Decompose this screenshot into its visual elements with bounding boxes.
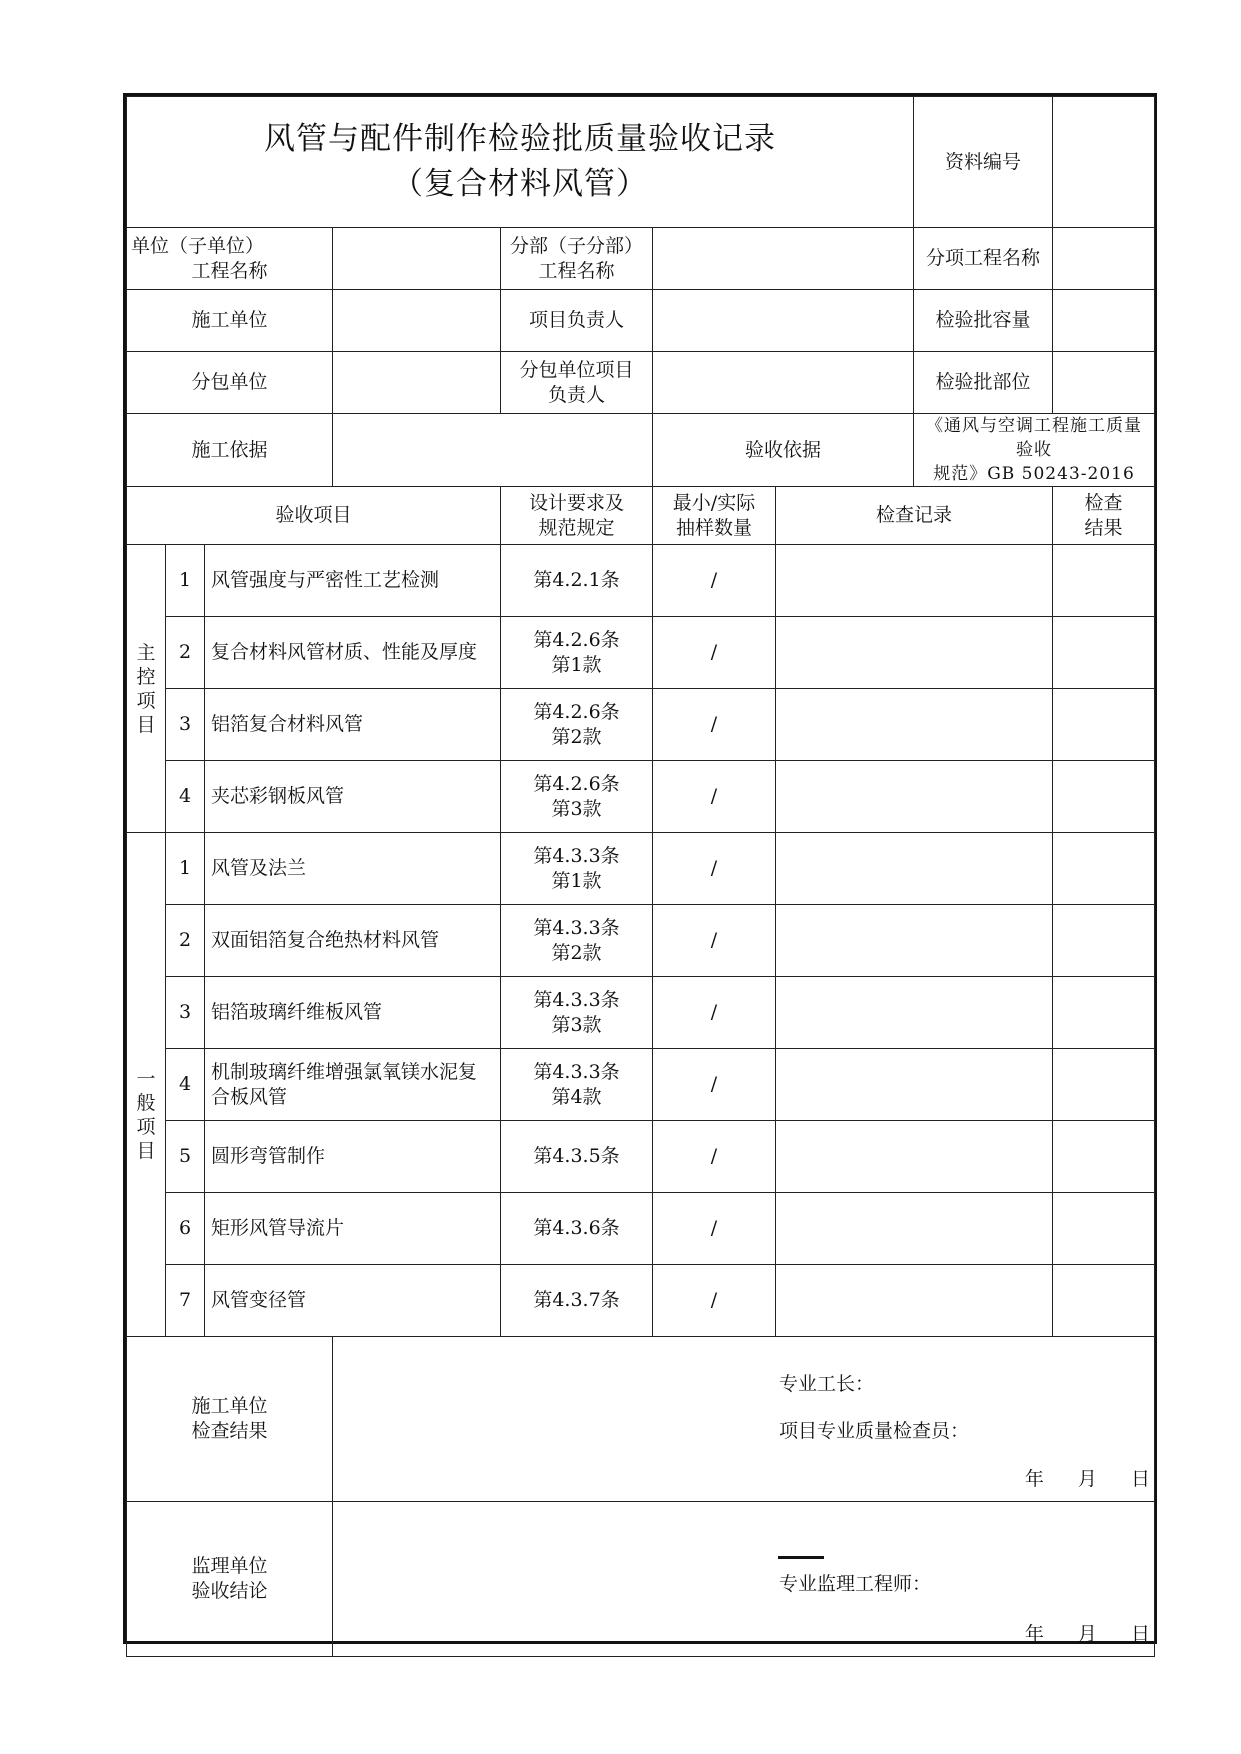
clause-line1: 第4.2.1条: [533, 569, 620, 591]
clause-line1: 第4.3.3条: [533, 1060, 620, 1083]
clause-line2: 第2款: [551, 725, 602, 748]
sample-count: /: [653, 1193, 776, 1265]
inspection-record-form: [123, 93, 1157, 1644]
batch-location-field[interactable]: [1053, 352, 1155, 414]
col-header-result-line2: 结果: [1084, 516, 1123, 539]
subcontractor-field[interactable]: [333, 352, 501, 414]
construction-check-label-line2: 检查结果: [191, 1420, 268, 1442]
item-name: [205, 1049, 501, 1121]
col-header-record: 检查记录: [776, 487, 1053, 545]
clause: [501, 545, 653, 617]
clause-line2: 第3款: [551, 1013, 602, 1036]
acceptance-basis-line2: 规范》GB 50243-2016: [933, 464, 1135, 484]
doc-no-field[interactable]: [1053, 97, 1155, 228]
col-header-design-line2: 规范规定: [538, 516, 615, 539]
row-number: 7: [166, 1265, 205, 1337]
subitem-field[interactable]: [1053, 228, 1155, 290]
inspector-label: 项目专业质量检查员：: [779, 1420, 970, 1442]
item-name: 双面铝箔复合绝热材料风管: [205, 905, 501, 977]
month-label: 月: [1077, 1468, 1097, 1490]
item-name: 风管及法兰: [205, 833, 501, 905]
record-cell[interactable]: [776, 617, 1053, 689]
sample-count: /: [653, 1121, 776, 1193]
table-row: [127, 905, 1155, 977]
record-cell[interactable]: [776, 977, 1053, 1049]
table-row: [127, 545, 1155, 617]
clause: [501, 1049, 653, 1121]
col-header-design: [501, 487, 653, 545]
item-name: 圆形弯管制作: [205, 1121, 501, 1193]
record-cell[interactable]: [776, 545, 1053, 617]
signature-mark: [778, 1556, 824, 1559]
row-number: 1: [166, 545, 205, 617]
row-number: 3: [166, 977, 205, 1049]
month-label: 月: [1077, 1623, 1097, 1645]
record-cell[interactable]: [776, 1121, 1053, 1193]
record-cell[interactable]: [776, 905, 1053, 977]
row-number: 2: [166, 617, 205, 689]
result-cell[interactable]: [1053, 1121, 1155, 1193]
form-table: [126, 96, 1155, 1657]
basis-label: 施工依据: [127, 414, 333, 487]
clause: [501, 833, 653, 905]
unit-project-field[interactable]: [333, 228, 501, 290]
result-cell[interactable]: [1053, 905, 1155, 977]
table-row: [127, 761, 1155, 833]
construction-check-label: [127, 1337, 333, 1502]
col-header-item: 验收项目: [127, 487, 501, 545]
project-manager-field[interactable]: [653, 290, 914, 352]
clause-line2: 第4款: [551, 1085, 602, 1108]
basis-field[interactable]: [333, 414, 653, 487]
year-label: 年: [1024, 1623, 1044, 1645]
sub-manager-label: [501, 352, 653, 414]
clause-line2: 第1款: [551, 653, 602, 676]
clause: [501, 1265, 653, 1337]
title-line-1: 风管与配件制作检验批质量验收记录: [264, 121, 776, 157]
table-row: [127, 833, 1155, 905]
sample-count: /: [653, 545, 776, 617]
table-row: [127, 689, 1155, 761]
clause-line2: 第2款: [551, 941, 602, 964]
row-number: 2: [166, 905, 205, 977]
result-cell[interactable]: [1053, 545, 1155, 617]
record-cell[interactable]: [776, 1193, 1053, 1265]
result-cell[interactable]: [1053, 1049, 1155, 1121]
foreman-label: 专业工长：: [779, 1373, 875, 1395]
day-label: 日: [1130, 1468, 1150, 1490]
supervision-date: [997, 1622, 1150, 1647]
category-char: 般: [136, 1091, 156, 1114]
supervision-label: [127, 1502, 333, 1657]
result-cell[interactable]: [1053, 977, 1155, 1049]
category-char: 目: [136, 1139, 156, 1162]
form-title: [127, 97, 914, 228]
clause: [501, 1121, 653, 1193]
sample-count: /: [653, 1265, 776, 1337]
title-line-2: （复合材料风管）: [392, 166, 648, 202]
row-number: 4: [166, 761, 205, 833]
record-cell[interactable]: [776, 761, 1053, 833]
clause-line1: 第4.2.6条: [533, 772, 620, 795]
table-row: [127, 977, 1155, 1049]
table-row: [127, 1121, 1155, 1193]
table-row: [127, 1193, 1155, 1265]
clause: [501, 689, 653, 761]
result-cell[interactable]: [1053, 833, 1155, 905]
clause-line1: 第4.3.3条: [533, 988, 620, 1011]
item-name: 复合材料风管材质、性能及厚度: [205, 617, 501, 689]
unit-project-label-line1: 单位（子单位）: [131, 234, 265, 257]
subitem-label: 分项工程名称: [914, 228, 1053, 290]
general-category: [127, 833, 166, 1337]
unit-project-label: [127, 228, 333, 290]
sub-manager-field[interactable]: [653, 352, 914, 414]
doc-no-label: 资料编号: [914, 97, 1053, 228]
sample-count: /: [653, 833, 776, 905]
result-cell[interactable]: [1053, 1265, 1155, 1337]
clause: [501, 761, 653, 833]
sub-manager-label-line1: 分包单位项目: [519, 358, 634, 381]
sub-manager-label-line2: 负责人: [547, 383, 605, 406]
sample-count: /: [653, 905, 776, 977]
col-header-sample-line2: 抽样数量: [675, 516, 752, 539]
col-header-sample: [653, 487, 776, 545]
row-number: 4: [166, 1049, 205, 1121]
acceptance-basis-label: 验收依据: [653, 414, 914, 487]
table-row: [127, 1265, 1155, 1337]
row-number: 5: [166, 1121, 205, 1193]
construction-check-label-line1: 施工单位: [191, 1395, 268, 1417]
subcontractor-label: 分包单位: [127, 352, 333, 414]
table-row: [127, 1049, 1155, 1121]
col-header-result-line1: 检查: [1084, 491, 1123, 514]
item-name-line1: 机制玻璃纤维增强氯氧镁水泥复: [211, 1060, 478, 1083]
record-cell[interactable]: [776, 689, 1053, 761]
category-char: 项: [136, 1115, 156, 1138]
item-name: 铝箔复合材料风管: [205, 689, 501, 761]
record-cell[interactable]: [776, 833, 1053, 905]
sample-count: /: [653, 689, 776, 761]
clause: [501, 977, 653, 1049]
clause-line1: 第4.3.5条: [533, 1145, 620, 1167]
acceptance-basis-value: [914, 414, 1155, 487]
item-name: 夹芯彩钢板风管: [205, 761, 501, 833]
unit-project-label-line2: 工程名称: [191, 259, 268, 282]
year-label: 年: [1024, 1468, 1044, 1490]
result-cell[interactable]: [1053, 761, 1155, 833]
construction-date: [997, 1467, 1150, 1492]
sample-count: /: [653, 977, 776, 1049]
result-cell[interactable]: [1053, 617, 1155, 689]
division-label-line1: 分部（子分部）: [509, 234, 643, 257]
category-char: 一: [136, 1067, 156, 1090]
record-cell[interactable]: [776, 1265, 1053, 1337]
table-row: [127, 617, 1155, 689]
item-name: 铝箔玻璃纤维板风管: [205, 977, 501, 1049]
row-number: 6: [166, 1193, 205, 1265]
sample-count: /: [653, 1049, 776, 1121]
col-header-sample-line1: 最小/实际: [672, 491, 756, 514]
construction-check-area[interactable]: [333, 1337, 1155, 1502]
division-field[interactable]: [653, 228, 914, 290]
clause-line1: 第4.2.6条: [533, 628, 620, 651]
result-cell[interactable]: [1053, 689, 1155, 761]
sample-count: /: [653, 617, 776, 689]
category-char: 主: [136, 641, 156, 664]
item-name: 风管变径管: [205, 1265, 501, 1337]
engineer-label: 专业监理工程师：: [779, 1573, 932, 1595]
clause-line1: 第4.3.3条: [533, 916, 620, 939]
category-char: 控: [136, 665, 156, 688]
clause-line2: 第3款: [551, 797, 602, 820]
construction-unit-label: 施工单位: [127, 290, 333, 352]
project-manager-label: 项目负责人: [501, 290, 653, 352]
item-name: 风管强度与严密性工艺检测: [205, 545, 501, 617]
supervision-label-line1: 监理单位: [191, 1555, 268, 1577]
col-header-design-line1: 设计要求及: [528, 491, 624, 514]
clause-line2: 第1款: [551, 869, 602, 892]
batch-capacity-field[interactable]: [1053, 290, 1155, 352]
clause-line1: 第4.2.6条: [533, 700, 620, 723]
clause: [501, 617, 653, 689]
result-cell[interactable]: [1053, 1193, 1155, 1265]
category-char: 目: [136, 713, 156, 736]
division-label: [501, 228, 653, 290]
clause-line1: 第4.3.3条: [533, 844, 620, 867]
clause-line1: 第4.3.7条: [533, 1289, 620, 1311]
clause-line1: 第4.3.6条: [533, 1217, 620, 1239]
division-label-line2: 工程名称: [538, 259, 615, 282]
col-header-result: [1053, 487, 1155, 545]
day-label: 日: [1130, 1623, 1150, 1645]
supervision-label-line2: 验收结论: [191, 1580, 268, 1602]
acceptance-basis-line1: 《通风与空调工程施工质量验收: [926, 416, 1142, 460]
clause: [501, 1193, 653, 1265]
batch-capacity-label: 检验批容量: [914, 290, 1053, 352]
row-number: 3: [166, 689, 205, 761]
row-number: 1: [166, 833, 205, 905]
record-cell[interactable]: [776, 1049, 1053, 1121]
category-char: 项: [136, 689, 156, 712]
main-control-category: [127, 545, 166, 833]
batch-location-label: 检验批部位: [914, 352, 1053, 414]
item-name: 矩形风管导流片: [205, 1193, 501, 1265]
sample-count: /: [653, 761, 776, 833]
item-name-line2: 合板风管: [211, 1085, 288, 1108]
clause: [501, 905, 653, 977]
construction-unit-field[interactable]: [333, 290, 501, 352]
supervision-area[interactable]: [333, 1502, 1155, 1657]
